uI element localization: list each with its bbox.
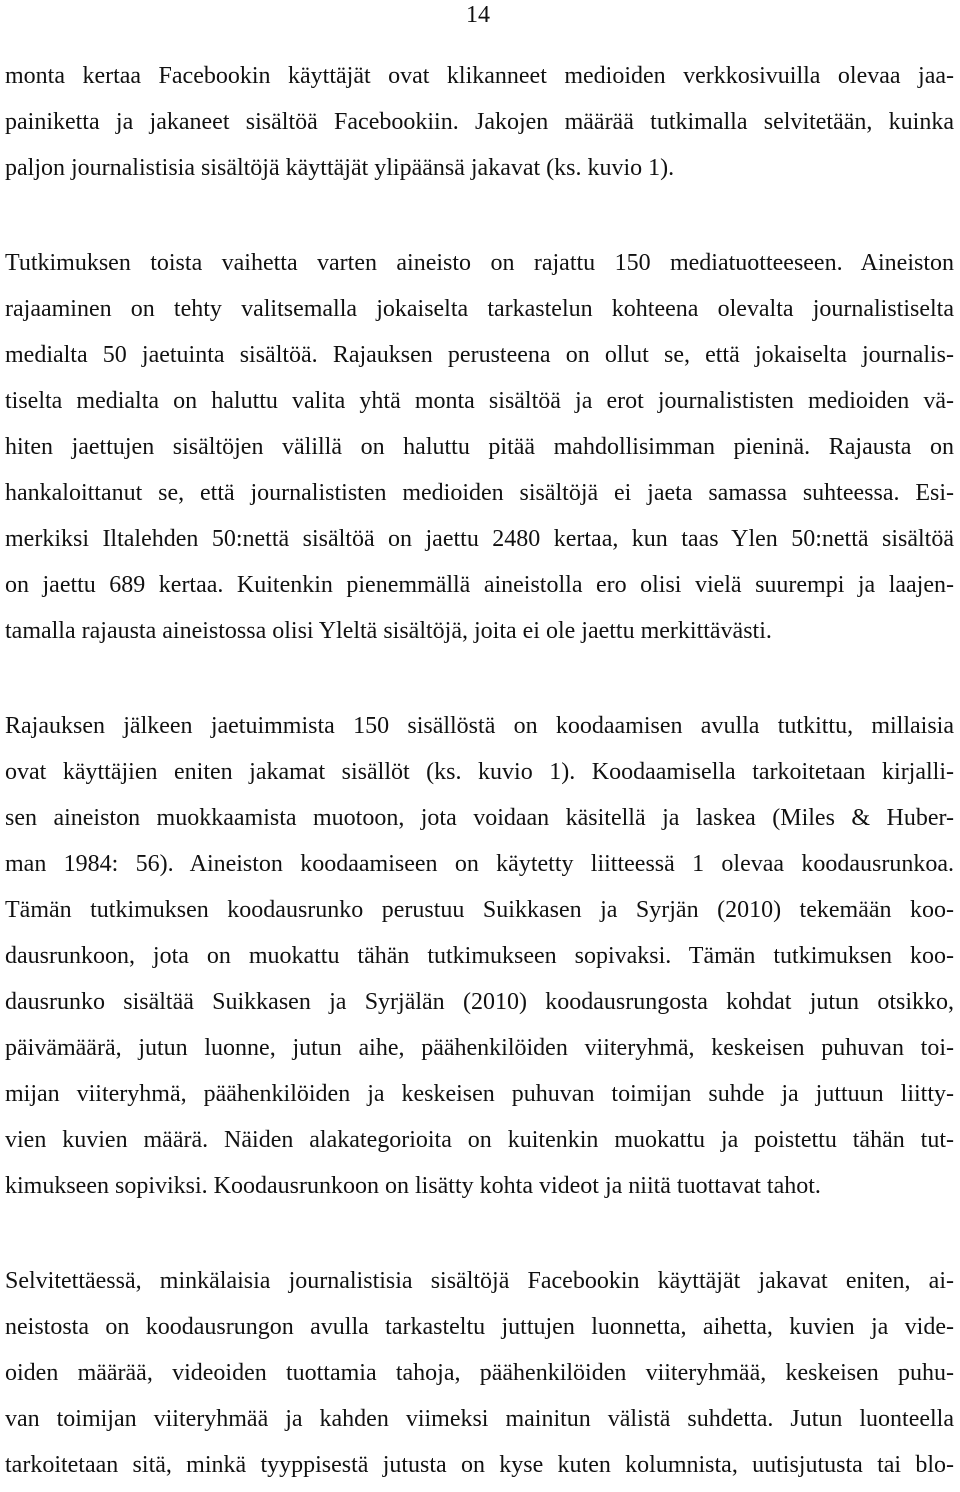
text-line: ovat käyttäjien eniten jakamat sisällöt (ks. kuvio 1). Koodaamisella tarkoitetaan kirjalli- [5,759,954,785]
text-line: van toimijan viiteryhmää ja kahden viimeksi mainitun välistä suhdetta. Jutun luonteella [5,1406,954,1432]
page-number: 14 [466,2,490,28]
text-line: Rajauksen jälkeen jaetuimmista 150 sisällöstä on koodaamisen avulla tutkittu, millaisia [5,713,954,739]
text-line: painiketta ja jakaneet sisältöä Facebookiin. Jakojen määrää tutkimalla selvitetään, kuinka [5,109,954,135]
text-line: monta kertaa Facebookin käyttäjät ovat klikanneet medioiden verkkosivuilla olevaa jaa- [5,63,954,89]
text-line: on jaettu 689 kertaa. Kuitenkin pienemmällä aineistolla ero olisi vielä suurempi ja laajen- [5,572,954,598]
text-line: tamalla rajausta aineistossa olisi Yleltä sisältöjä, joita ei ole jaettu merkittävästi. [5,618,772,644]
text-line: hankaloittanut se, että journalististen medioiden sisältöjä ei jaeta samassa suhteessa. Esi- [5,480,954,506]
text-line: merkiksi Iltalehden 50:nettä sisältöä on jaettu 2480 kertaa, kun taas Ylen 50:nettä sisältöä [5,526,954,552]
text-line: mijan viiteryhmä, päähenkilöiden ja keskeisen puhuvan toimijan suhde ja juttuun liitty- [5,1081,954,1107]
text-line: Tämän tutkimuksen koodausrunko perustuu Suikkasen ja Syrjän (2010) tekemään koo- [5,897,954,923]
text-line: rajaaminen on tehty valitsemalla jokaiselta tarkastelun kohteena olevalta journalistiselta [5,296,954,322]
text-line: tarkoitetaan sitä, minkä tyyppisestä jutusta on kyse kuten kolumnista, uutisjutusta tai blo- [5,1452,954,1478]
text-line: hiten jaettujen sisältöjen välillä on haluttu pitää mahdollisimman pieninä. Rajausta on [5,434,954,460]
text-line: Selvitettäessä, minkälaisia journalistisia sisältöjä Facebookin käyttäjät jakavat eniten, ai- [5,1268,954,1294]
text-line: päivämäärä, jutun luonne, jutun aihe, päähenkilöiden viiteryhmä, keskeisen puhuvan toi- [5,1035,954,1061]
text-line: dausrunkoon, jota on muokattu tähän tutkimukseen sopivaksi. Tämän tutkimuksen koo- [5,943,954,969]
text-line: sen aineiston muokkaamista muotoon, jota voidaan käsitellä ja laskea (Miles & Huber- [5,805,954,831]
text-line: paljon journalistisia sisältöjä käyttäjät ylipäänsä jakavat (ks. kuvio 1). [5,155,675,181]
text-line: medialta 50 jaetuinta sisältöä. Rajauksen perusteena on ollut se, että jokaiselta journalis- [5,342,954,368]
text-line: tiselta medialta on haluttu valita yhtä monta sisältöä ja erot journalististen medioiden vä- [5,388,954,414]
text-line: man 1984: 56). Aineiston koodaamiseen on käytetty liitteessä 1 olevaa koodausrunkoa. [5,851,954,877]
text-line: Tutkimuksen toista vaihetta varten aineisto on rajattu 150 mediatuotteeseen. Aineiston [5,250,954,276]
text-line: vien kuvien määrä. Näiden alakategorioita on kuitenkin muokattu ja poistettu tähän tut- [5,1127,954,1153]
text-line: kimukseen sopiviksi. Koodausrunkoon on lisätty kohta videot ja niitä tuottavat tahot. [5,1173,821,1199]
text-line: dausrunko sisältää Suikkasen ja Syrjälän (2010) koodausrungosta kohdat jutun otsikko, [5,989,954,1015]
text-line: neistosta on koodausrungon avulla tarkasteltu juttujen luonnetta, aihetta, kuvien ja vide- [5,1314,954,1340]
text-line: oiden määrää, videoiden tuottamia tahoja, päähenkilöiden viiteryhmää, keskeisen puhu- [5,1360,954,1386]
